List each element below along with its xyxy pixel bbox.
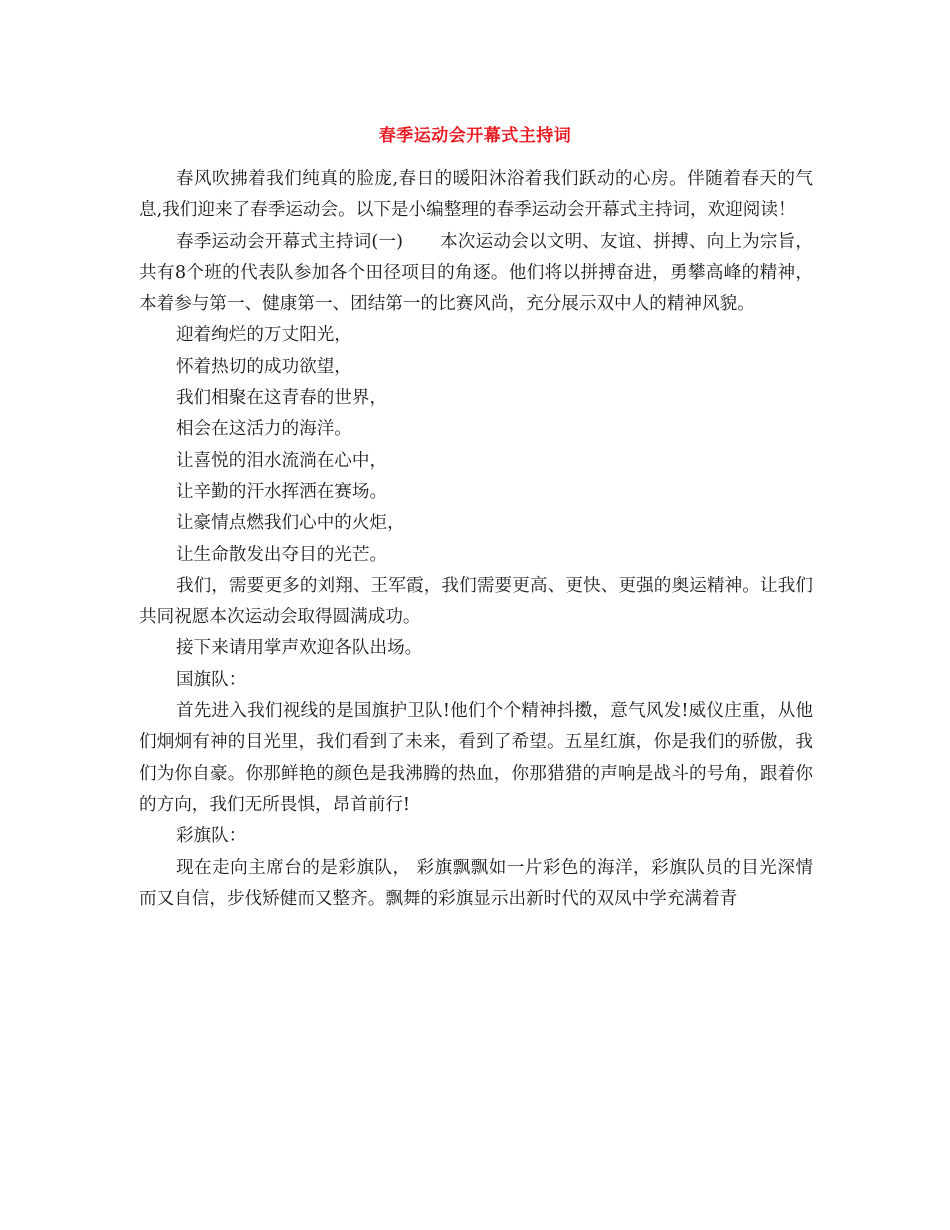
paragraph-banner-team: 现在走向主席台的是彩旗队， 彩旗飘飘如一片彩色的海洋，彩旗队员的目光深情而又自信，步伐矫健而又整齐。飘舞的彩旗显示出新时代的双凤中学充满着青 [139,857,813,909]
poem-line: 让豪情点燃我们心中的火炬， [175,513,405,534]
poem-line: 我们相聚在这青春的世界， [175,388,388,409]
poem-line: 让喜悦的泪水流淌在心中， [175,450,388,471]
heading-banner-team: 彩旗队： [175,826,247,847]
document-body [139,164,813,915]
poem-line: 让生命散发出夺目的光芒。 [175,544,388,565]
poem-line: 怀着热切的成功欲望， [175,356,352,377]
paragraph-flag-team: 首先进入我们视线的是国旗护卫队!他们个个精神抖擞，意气风发!威仪庄重，从他们炯炯有神的目光里，我们看到了未来，看到了希望。五星红旗，你是我们的骄傲，我们为你自豪。你那鲜艳的颜色是我沸腾的热血，你那猎猎的声响是战斗的号角，跟着你的方向，我们无所畏惧，昂首前行! [139,701,813,815]
section-heading: 春季运动会开幕式主持词(一) [175,231,404,252]
paragraph-intro: 春风吹拂着我们纯真的脸庞,春日的暖阳沐浴着我们跃动的心房。伴随着春天的气息,我们迎来了春季运动会。以下是小编整理的春季运动会开幕式主持词，欢迎阅读！ [139,169,813,221]
document-title: 春季运动会开幕式主持词 [378,126,572,146]
paragraph-section-one [139,227,813,321]
paragraph-wish: 我们，需要更多的刘翔、王军霞，我们需要更高、更快、更强的奥运精神。让我们共同祝愿本次运动会取得圆满成功。 [139,575,813,628]
paragraph-welcome: 接下来请用掌声欢迎各队出场。 [175,638,423,659]
poem-line: 让辛勤的汗水挥洒在赛场。 [175,481,388,502]
section-text: 本次运动会以文明、友谊、拼搏、向上为宗旨，共有8个班的代表队参加各个田径项目的角逐。他们将以拼搏奋进，勇攀高峰的精神，本着参与第一、健康第一、团结第一的比赛风尚，充分展示双中人的精神风貌。 [139,231,813,315]
poem-line: 相会在这活力的海洋。 [175,419,352,440]
poem-line: 迎着绚烂的万丈阳光， [175,325,352,346]
heading-flag-team: 国旗队： [175,669,247,690]
